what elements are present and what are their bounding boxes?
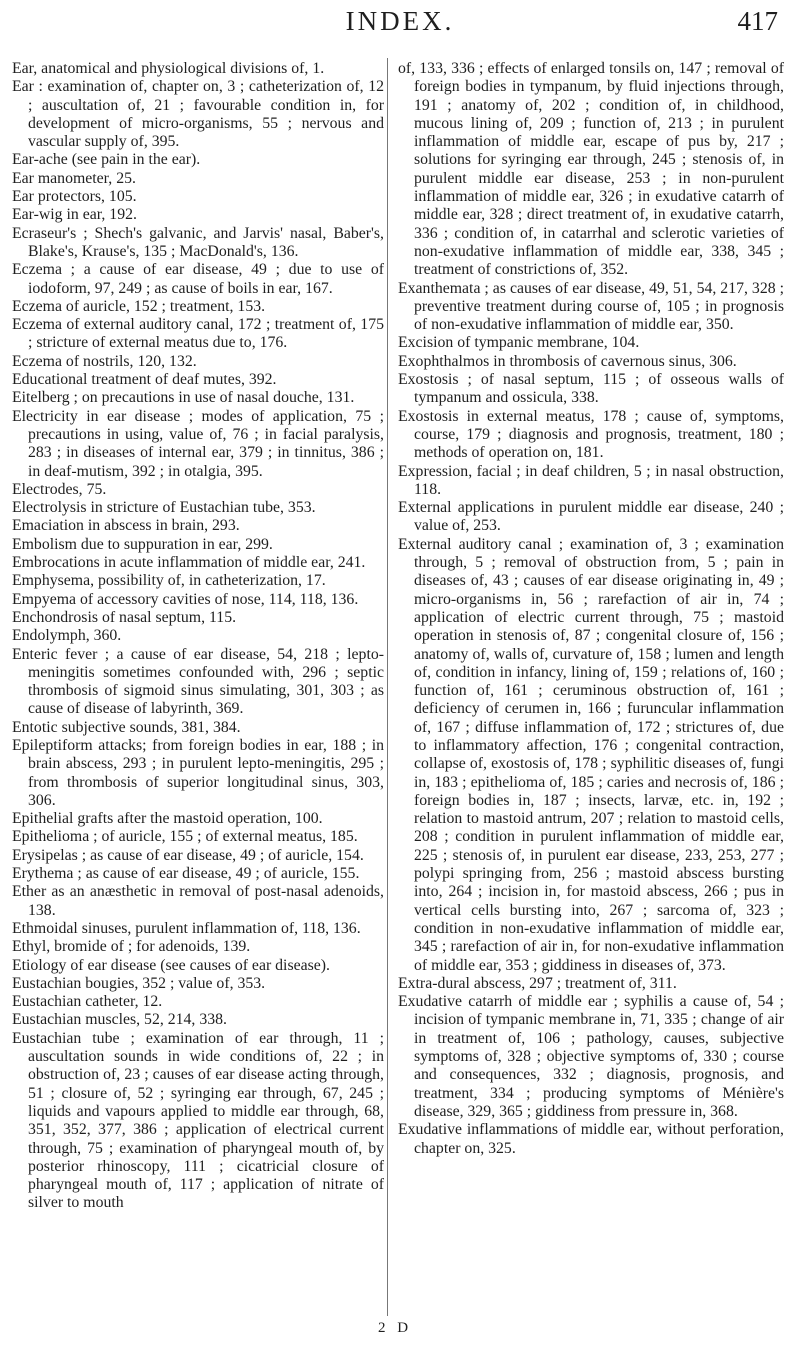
index-entry: Epileptiform attacks; from foreign bodies in ear, 188 ; in brain abscess, 293 ; in purulent lepto-meningitis, 295 ; from thrombosis of superior longitudinal sinus, 303, 306. <box>12 736 384 809</box>
page-number: 417 <box>737 6 778 36</box>
printer-signature-mark: 2 D <box>378 1320 413 1336</box>
index-entry: Erythema ; as cause of ear disease, 49 ; of auricle, 155. <box>12 865 360 883</box>
index-entry: Exudative catarrh of middle ear ; syphilis a cause of, 54 ; incision of tympanic membrane in, 71, 335 ; change of air in treatment of, 106 ; pathology, causes, subjective symptoms of, 328 ; objective symptoms of, 330 ; course and consequences, 332 ; diagnosis, prognosis, and treatment, 334 ; producing symptoms of Ménière's disease, 329, 365 ; giddiness from pressure in, 368. <box>398 993 784 1120</box>
index-entry: Enteric fever ; a cause of ear disease, 54, 218 ; lepto-meningitis sometimes confounded with, 296 ; septic thrombosis of sigmoid sinus simulating, 301, 303 ; as cause of disease of labyrinth, 369. <box>12 645 384 718</box>
index-entry: Exostosis ; of nasal septum, 115 ; of osseous walls of tympanum and ossicula, 338. <box>398 371 784 407</box>
index-entry: Exostosis in external meatus, 178 ; cause of, symptoms, course, 179 ; diagnosis and prognosis, treatment, 180 ; methods of operation on, 181. <box>398 407 784 462</box>
index-entry: Eczema of external auditory canal, 172 ; treatment of, 175 ; stricture of external meatus due to, 176. <box>12 316 384 352</box>
index-entry: Etiology of ear disease (see causes of ear disease). <box>12 956 330 974</box>
index-entry: Eustachian muscles, 52, 214, 338. <box>12 1011 227 1029</box>
index-entry: Embrocations in acute inflammation of middle ear, 241. <box>12 554 366 572</box>
index-entry: Empyema of accessory cavities of nose, 114, 118, 136. <box>12 590 359 608</box>
index-entry: Excision of tympanic membrane, 104. <box>398 334 640 352</box>
index-entry: Enchondrosis of nasal septum, 115. <box>12 608 237 626</box>
index-entry: Ear protectors, 105. <box>12 188 137 206</box>
index-entry: Exophthalmos in thrombosis of cavernous sinus, 306. <box>398 352 737 370</box>
index-entry: Eustachian tube ; examination of ear through, 11 ; auscultation sounds in wide conditions of, 22 ; in obstruction of, 23 ; causes of ear disease acting through, 51 ; closure of, 52 ; syringing ear through, 67, 245 ; liquids and vapours applied to middle ear through, 68, 351, 352, 377, 386 ; application of electrical current through, 75 ; examination of pharyngeal mouth of, by posterior rhinoscopy, 111 ; cicatricial closure of pharyngeal mouth of, 117 ; application of nitrate of silver to mouth <box>12 1029 384 1212</box>
index-entry: Epithelioma ; of auricle, 155 ; of external meatus, 185. <box>12 828 358 846</box>
index-entry: of, 133, 336 ; effects of enlarged tonsils on, 147 ; removal of foreign bodies in tympanum, by fluid injections through, 191 ; anatomy of, 202 ; condition of, in childhood, mucous lining of, 209 ; function of, 213 ; in purulent inflammation of middle ear, escape of pus by, 217 ; solutions for syringing ear through, 245 ; stenosis of, in purulent middle ear disease, 253 ; in non-purulent inflammation of middle ear, 326 ; in exudative catarrh of middle ear, 328 ; direct treatment of, in exudative catarrh, 336 ; condition of, in catarrhal and sclerotic varieties of non-exudative inflammation of middle ear, 338, 345 ; treatment of constrictions of, 352. <box>398 60 784 279</box>
index-entry: Emaciation in abscess in brain, 293. <box>12 517 240 535</box>
index-entry: Ear, anatomical and physiological divisions of, 1. <box>12 60 325 77</box>
index-entry: Eczema of nostrils, 120, 132. <box>12 352 197 370</box>
index-entry: Expression, facial ; in deaf children, 5 ; in nasal obstruction, 118. <box>398 462 784 498</box>
index-entry: Ether as an anæsthetic in removal of post-nasal adenoids, 138. <box>12 883 384 919</box>
index-entry: Ear-wig in ear, 192. <box>12 206 137 224</box>
page-header <box>0 6 800 56</box>
index-entry: Electrolysis in stricture of Eustachian tube, 353. <box>12 499 316 517</box>
index-entry: Eczema ; a cause of ear disease, 49 ; due to use of iodoform, 97, 249 ; as cause of boils in ear, 167. <box>12 261 384 297</box>
column-divider <box>387 58 388 1316</box>
index-entry: Educational treatment of deaf mutes, 392. <box>12 371 277 389</box>
index-entry: External auditory canal ; examination of, 3 ; examination through, 5 ; removal of obstruction from, 5 ; pain in diseases of, 43 ; causes of ear disease originating in, 49 ; micro-organisms in, 56 ; rarefaction of air in, 74 ; application of electric current through, 75 ; mastoid operation in stenosis of, 87 ; congenital closure of, 156 ; anatomy of, walls of, curvature of, 158 ; lumen and length of, condition in infancy, lining of, 159 ; relations of, 160 ; function of, 161 ; ceruminous obstruction of, 161 ; deficiency of cerumen in, 166 ; furuncular inflammation of, 167 ; diffuse inflammation of, 172 ; strictures of, due to inflammatory affection, 176 ; congenital contraction, collapse of, exostosis of, 178 ; syphilitic diseases of, fungi in, 183 ; epithelioma of, 185 ; caries and necrosis of, 186 ; foreign bodies in, 187 ; insects, larvæ, etc. in, 192 ; relation to mastoid antrum, 207 ; relation to mastoid cells, 208 ; condition in purulent inflammation of middle ear, 225 ; stenosis of, in purulent ear disease, 233, 253, 277 ; polypi springing from, 256 ; mastoid abscess bursting into, 264 ; incision in, for mastoid abscess, 266 ; pus in vertical cells bursting into, 267 ; sarcoma of, 323 ; condition in non-exudative inflammation of middle ear, 345 ; rarefaction of air in, for non-exudative inflammation of middle ear, 353 ; giddiness in diseases of, 373. <box>398 535 784 974</box>
index-entry: Entotic subjective sounds, 381, 384. <box>12 718 241 736</box>
index-column-left <box>12 60 384 1213</box>
index-entry: Erysipelas ; as cause of ear disease, 49 ; of auricle, 154. <box>12 846 364 864</box>
index-entry: Emphysema, possibility of, in catheterization, 17. <box>12 572 326 590</box>
index-entry: Ecraseur's ; Shech's galvanic, and Jarvis' nasal, Baber's, Blake's, Krause's, 135 ; MacDonald's, 136. <box>12 224 384 260</box>
index-entry: Eustachian catheter, 12. <box>12 993 163 1011</box>
index-entry: Ear : examination of, chapter on, 3 ; catheterization of, 12 ; auscultation of, 21 ; favourable condition in, for development of micro-organisms, 55 ; nervous and vascular supply of, 395. <box>12 78 384 151</box>
index-entry: Endolymph, 360. <box>12 627 122 645</box>
index-entry: Ethmoidal sinuses, purulent inflammation of, 118, 136. <box>12 919 361 937</box>
index-entry: Eustachian bougies, 352 ; value of, 353. <box>12 974 266 992</box>
index-entry: Electrodes, 75. <box>12 480 107 498</box>
index-entry: Ear-ache (see pain in the ear). <box>12 151 201 169</box>
index-column-right <box>398 60 784 1158</box>
index-entry: Epithelial grafts after the mastoid operation, 100. <box>12 810 323 828</box>
index-entry: Exudative inflammations of middle ear, without perforation, chapter on, 325. <box>398 1121 784 1157</box>
index-entry: Exanthemata ; as causes of ear disease, 49, 51, 54, 217, 328 ; preventive treatment during course of, 105 ; in prognosis of non-exudative inflammation of middle ear, 350. <box>398 279 784 334</box>
index-entry: External applications in purulent middle ear disease, 240 ; value of, 253. <box>398 499 784 535</box>
index-entry: Ethyl, bromide of ; for adenoids, 139. <box>12 938 251 956</box>
page-title: INDEX. <box>345 6 455 36</box>
index-entry: Eitelberg ; on precautions in use of nasal douche, 131. <box>12 389 355 407</box>
index-entry: Electricity in ear disease ; modes of application, 75 ; precautions in using, value of, 76 ; in facial paralysis, 283 ; in diseases of internal ear, 379 ; in tinnitus, 386 ; in deaf-mutism, 392 ; in otalgia, 395. <box>12 407 384 480</box>
index-entry: Ear manometer, 25. <box>12 169 136 187</box>
index-entry: Eczema of auricle, 152 ; treatment, 153. <box>12 297 266 315</box>
index-entry: Embolism due to suppuration in ear, 299. <box>12 535 273 553</box>
index-entry: Extra-dural abscess, 297 ; treatment of, 311. <box>398 974 677 992</box>
